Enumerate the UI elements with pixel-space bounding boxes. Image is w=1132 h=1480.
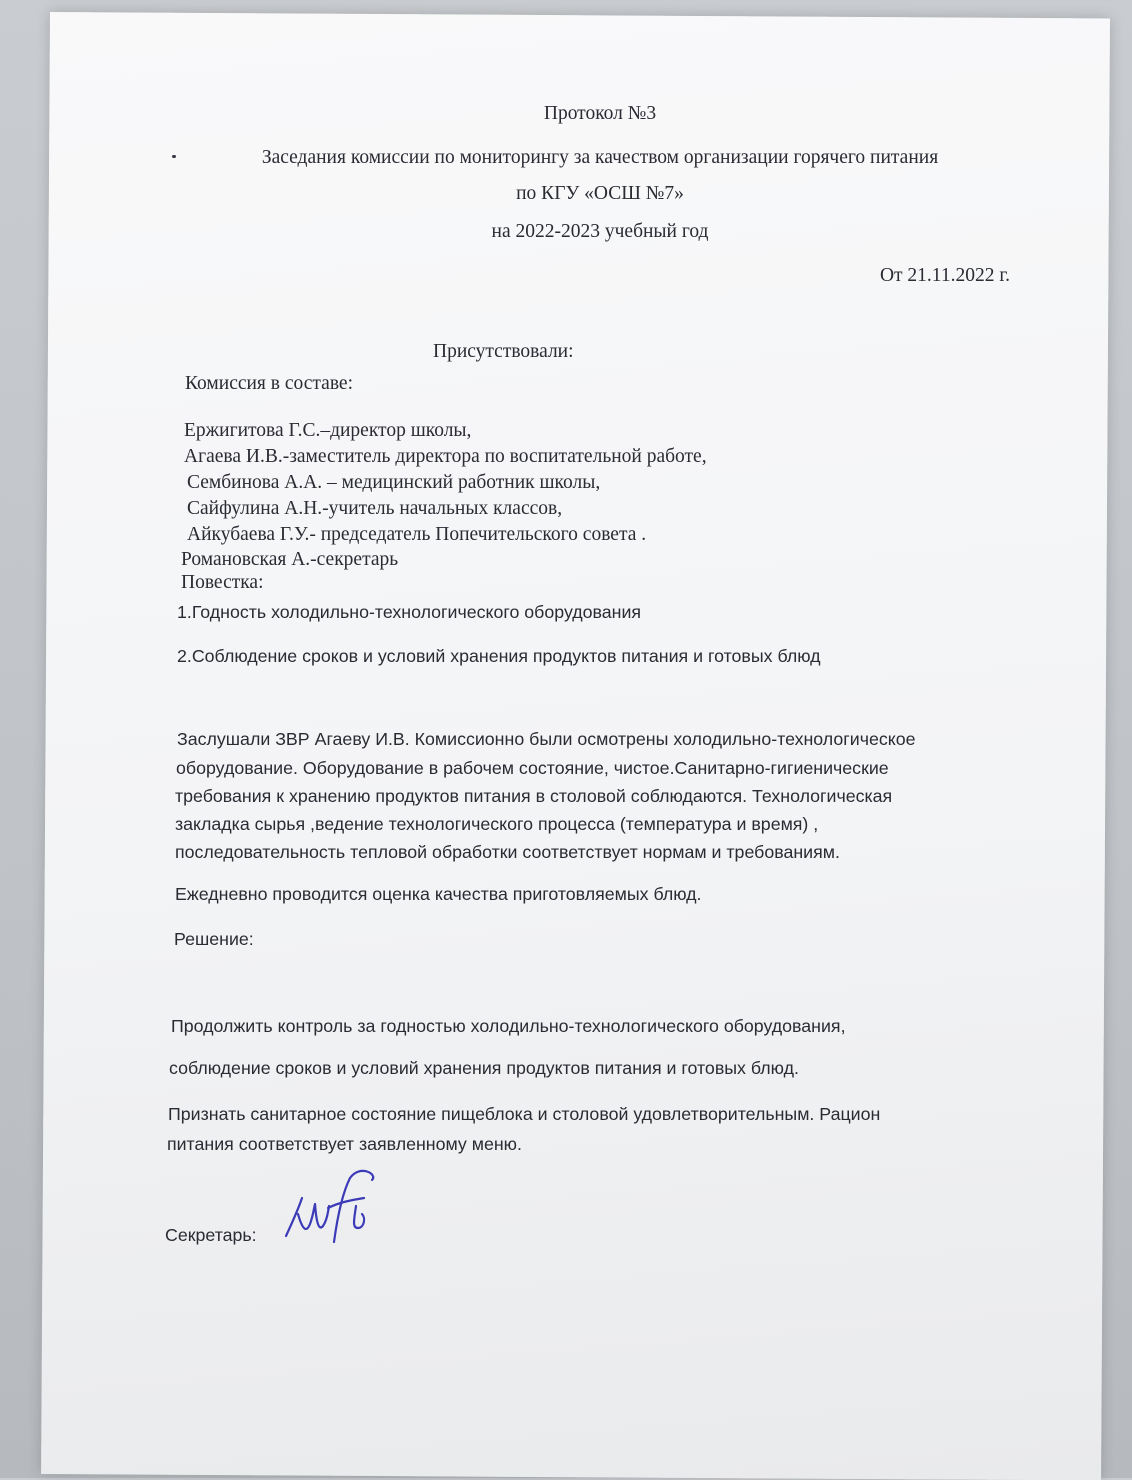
decision-line: Продолжить контроль за годностью холодильно-технологического оборудования, xyxy=(171,1016,846,1036)
handwritten-signature xyxy=(282,1168,382,1248)
daily-assessment-line: Ежедневно проводится оценка качества приготовляемых блюд. xyxy=(175,884,702,904)
member-line: Сембинова А.А. – медицинский работник школы, xyxy=(187,472,601,493)
hearing-line: Заслушали ЗВР Агаеву И.В. Комиссионно были осмотрены холодильно-технологическое xyxy=(177,729,916,749)
document-title: Протокол №3 xyxy=(543,103,657,124)
hearing-line: последовательность тепловой обработки соответствует нормам и требованиям. xyxy=(175,842,840,862)
document-subtitle-line1: Заседания комиссии по мониторингу за качеством организации горячего питания xyxy=(261,147,939,168)
member-line: Сайфулина А.Н.-учитель начальных классов, xyxy=(187,498,563,519)
document-subtitle-line3: на 2022-2023 учебный год xyxy=(491,221,709,242)
hearing-line: оборудование. Оборудование в рабочем состояние, чистое.Санитарно-гигиенические xyxy=(176,758,889,778)
decision-line: Признать санитарное состояние пищеблока и столовой удовлетворительным. Рацион xyxy=(168,1104,881,1124)
agenda-item: 1.Годность холодильно-технологического оборудования xyxy=(177,602,642,622)
decision-line: питания соответствует заявленному меню. xyxy=(167,1134,522,1154)
hearing-line: закладка сырья ,ведение технологического процесса (температура и время) , xyxy=(175,814,819,834)
hearing-line: требования к хранению продуктов питания в столовой соблюдаются. Технологическая xyxy=(175,786,893,806)
commission-label: Комиссия в составе: xyxy=(185,373,353,394)
member-line: Ержигитова Г.С.–директор школы, xyxy=(184,420,472,441)
member-line: Агаева И.В.-заместитель директора по воспитательной работе, xyxy=(184,446,707,467)
document-date: От 21.11.2022 г. xyxy=(879,265,1010,286)
secretary-label: Секретарь: xyxy=(165,1225,257,1245)
document-subtitle-line2: по КГУ «ОСШ №7» xyxy=(516,183,684,204)
attendance-heading: Присутствовали: xyxy=(433,341,574,362)
agenda-item: 2.Соблюдение сроков и условий хранения продуктов питания и готовых блюд xyxy=(177,646,821,666)
agenda-heading: Повестка: xyxy=(181,572,264,593)
member-line: Романовская А.-секретарь xyxy=(181,549,399,570)
decision-heading: Решение: xyxy=(174,929,254,949)
member-line: Айкубаева Г.У.- председатель Попечительского совета . xyxy=(187,524,647,545)
decision-line: соблюдение сроков и условий хранения продуктов питания и готовых блюд. xyxy=(169,1058,799,1078)
